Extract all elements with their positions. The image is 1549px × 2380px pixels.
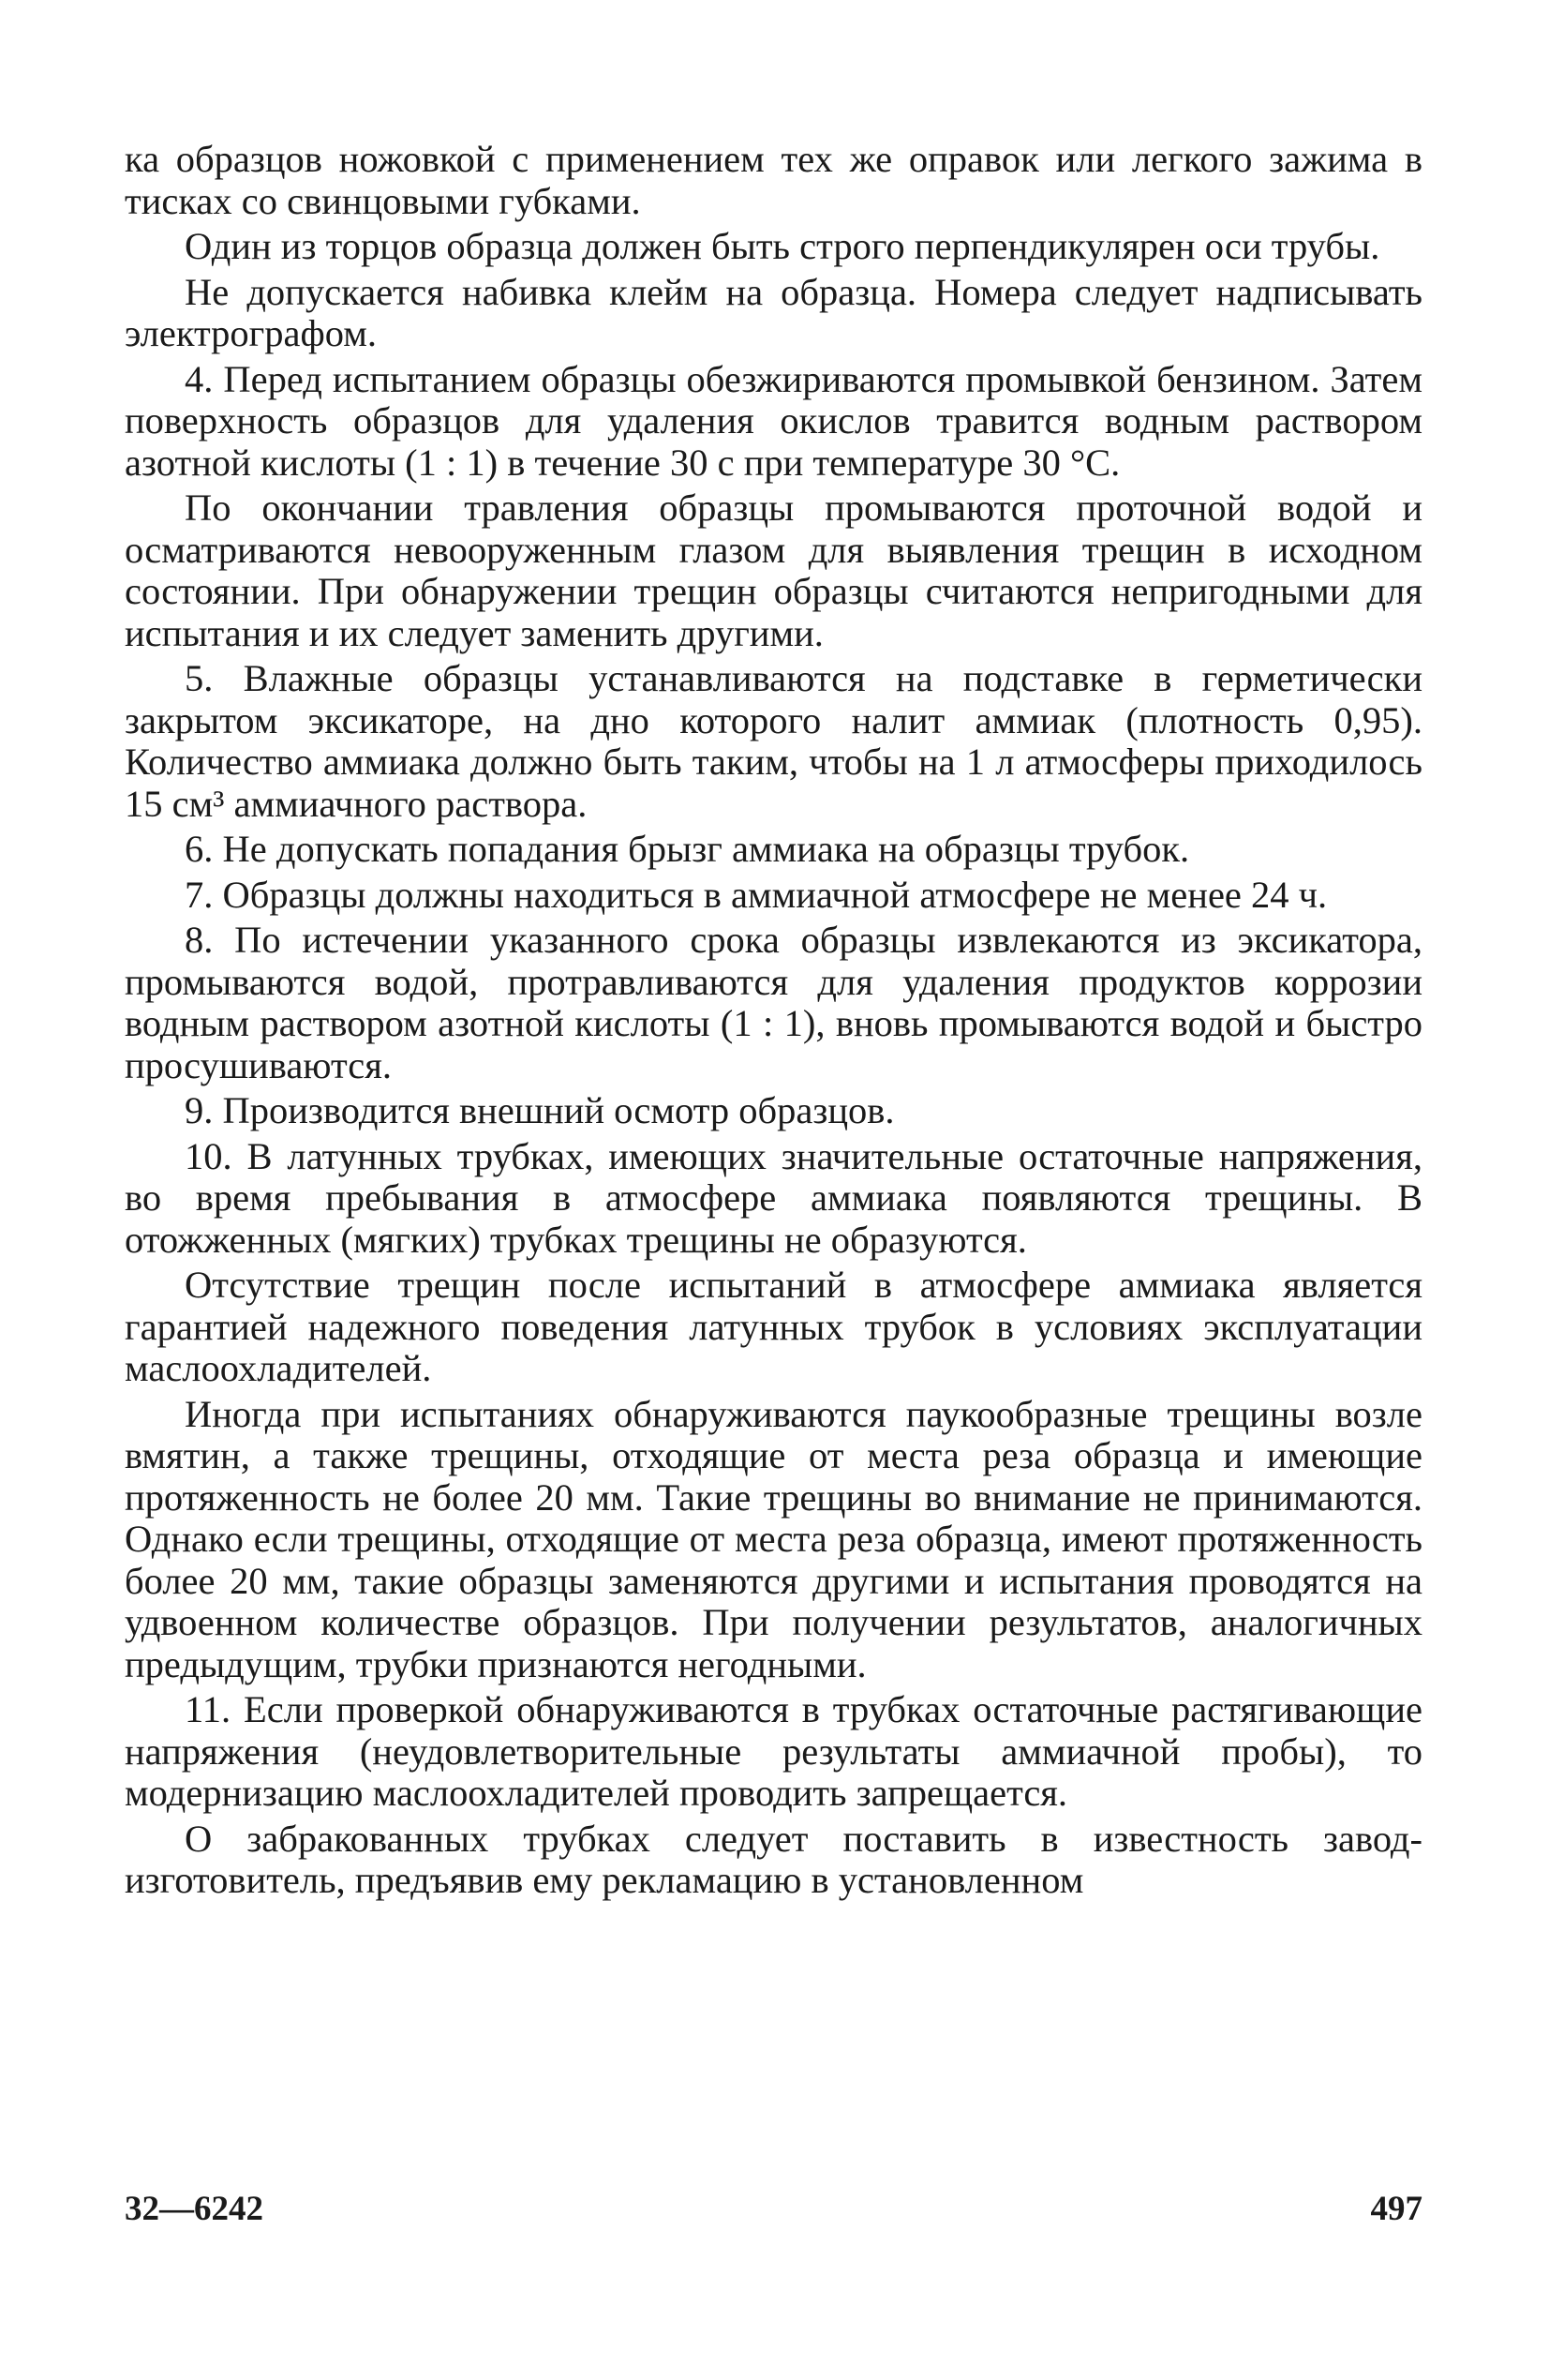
paragraph-rejected-tubes: О забракованных трубках следует поставить в известность завод-изготовитель, предъявив ему рекламацию в установленном — [125, 1817, 1422, 1901]
paragraph-step-5-desiccator: 5. Влажные образцы устанавливаются на подставке в герметически закрытом эксикаторе, на дно которого налит аммиак (плотность 0,95). Количество аммиака должно быть таким, чтобы на 1 л атмосферы приходилось 15 см³ аммиачного раствора. — [125, 657, 1422, 825]
paragraph-step-11-prohibition: 11. Если проверкой обнаруживаются в трубках остаточные растягивающие напряжения (неудовлетворительные результаты аммиачной пробы), то модернизацию маслоохладителей проводить запрещается. — [125, 1688, 1422, 1814]
paragraph-step-9-inspection: 9. Производится внешний осмотр образцов. — [185, 1089, 895, 1131]
paragraph-specimen-cutting: ка образцов ножовкой с применением тех же оправок или легкого зажима в тисках со свинцовыми губками. — [125, 138, 1422, 222]
printer-signature: 32—6242 — [125, 2190, 263, 2228]
paragraph-spider-cracks: Иногда при испытаниях обнаруживаются паукообразные трещины возле вмятин, а также трещины, отходящие от места реза образца и имеющие протяженность не более 20 мм. Такие трещины во внимание не принимаются. Однако если трещины, отходящие от места реза образца, имеют протяженность более 20 мм, такие образцы заменяются другими и испытания проводятся на удвоенном количестве образцов. При получении результатов, аналогичных предыдущим, трубки признаются негодными. — [125, 1392, 1422, 1685]
paragraph-step-8-removal: 8. По истечении указанного срока образцы извлекаются из эксикатора, промываются водой, протравливаются для удаления продуктов коррозии водным раствором азотной кислоты (1 : 1), вновь промываются водой и быстро просушиваются. — [125, 919, 1422, 1086]
paragraph-step-10-cracks: 10. В латунных трубках, имеющих значительные остаточные напряжения, во время пребывания в атмосфере аммиака появляются трещины. В отожженных (мягких) трубках трещины не образуются. — [125, 1134, 1422, 1261]
paragraph-visual-inspection: По окончании травления образцы промываются проточной водой и осматриваются невооруженным глазом для выявления трещин в исходном состоянии. При обнаружении трещин образцы считаются непригодными для испытания и их следует заменить другими. — [125, 486, 1422, 654]
paragraph-step-6-no-splashes: 6. Не допускать попадания брызг аммиака на образцы трубок. — [185, 828, 1190, 870]
paragraph-step-4-degreasing: 4. Перед испытанием образцы обезжириваются промывкой бензином. Затем поверхность образцов для удаления окислов травится водным раствором азотной кислоты (1 : 1) в течение 30 с при температуре 30 °С. — [125, 357, 1422, 484]
page-body — [125, 139, 1422, 1906]
paragraph-end-perpendicular: Один из торцов образца должен быть строго перпендикулярен оси трубы. — [185, 225, 1380, 267]
paragraph-no-cracks-guarantee: Отсутствие трещин после испытаний в атмосфере аммиака является гарантией надежного поведения латунных трубок в условиях эксплуатации маслоохладителей. — [125, 1264, 1422, 1389]
paragraph-no-stamping: Не допускается набивка клейм на образца. Номера следует надписывать электрографом. — [125, 270, 1422, 354]
paragraph-step-7-duration: 7. Образцы должны находиться в аммиачной атмосфере не менее 24 ч. — [185, 873, 1328, 916]
page-number: 497 — [1370, 2190, 1422, 2228]
